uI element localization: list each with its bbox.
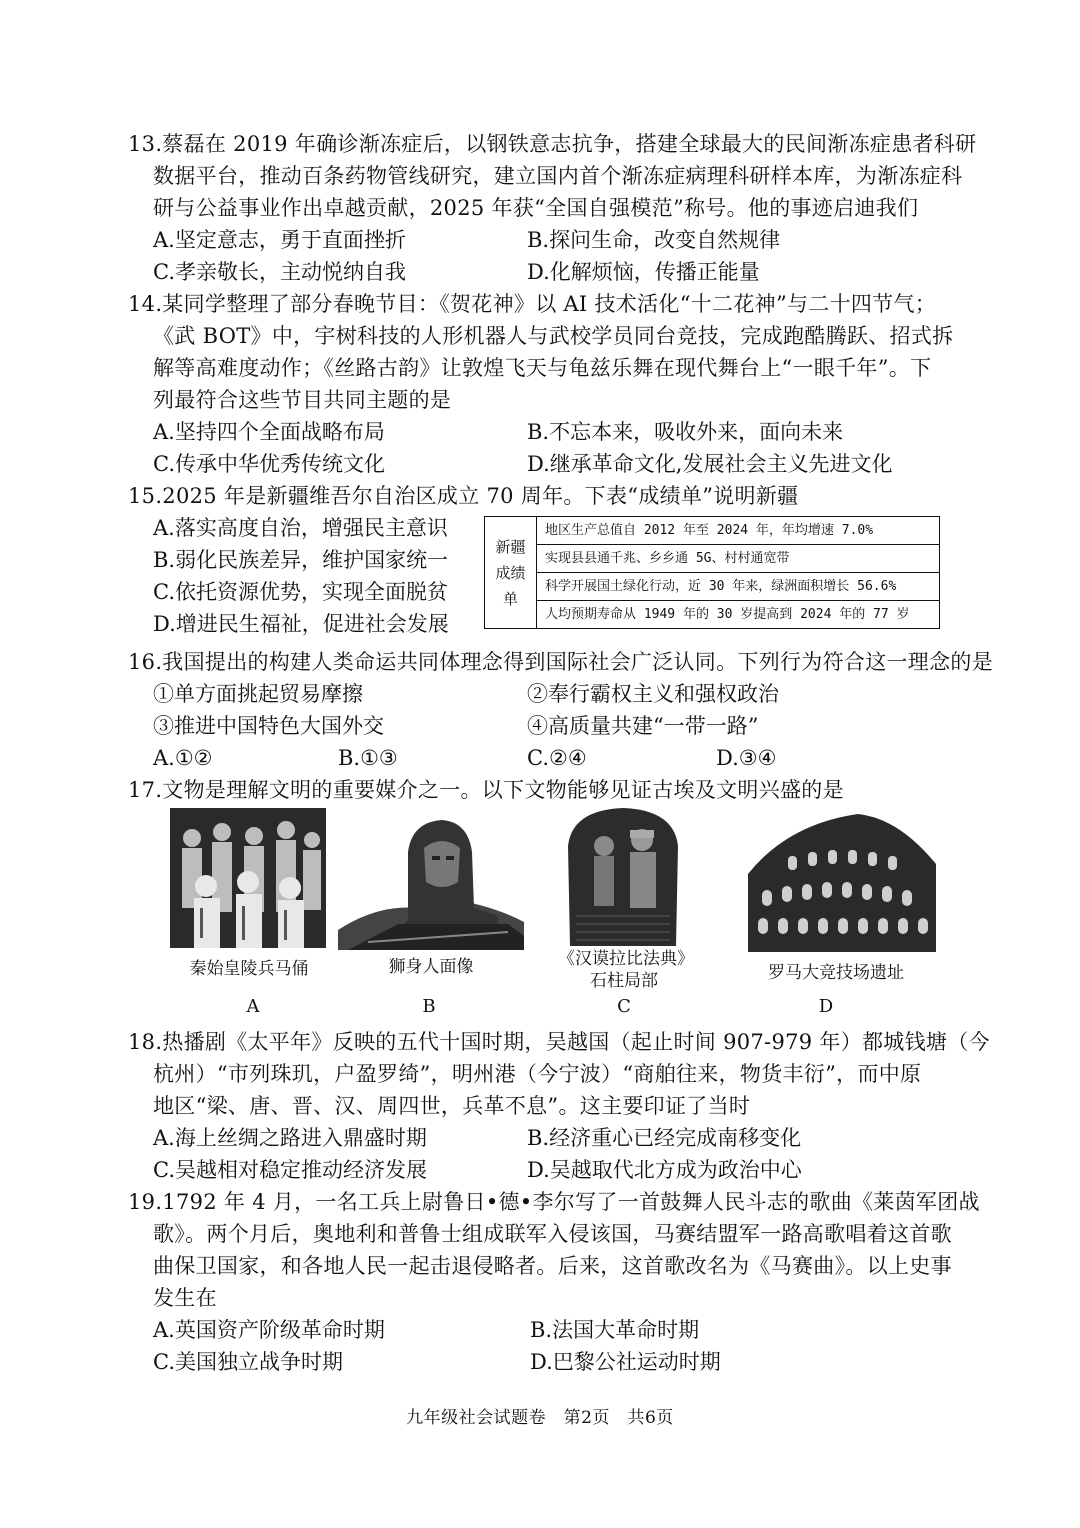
q13-option-b: B.探问生命，改变自然规律 bbox=[527, 228, 781, 252]
q13-option-a: A.坚定意志，勇于直面挫折 bbox=[153, 228, 406, 252]
table-header-cell bbox=[485, 517, 537, 628]
q13-stem-line-3: 研与公益事业作出卓越贡献，2025 年获“全国自强模范”称号。他的事迹启迪我们 bbox=[153, 196, 919, 220]
q13-stem-line-2: 数据平台，推动百条药物管线研究，建立国内首个渐冻症病理科研样本库，为渐冻症科 bbox=[153, 164, 963, 188]
q19-option-a: A.英国资产阶级革命时期 bbox=[153, 1318, 385, 1342]
caption-c-line-1: 《汉谟拉比法典》 bbox=[558, 949, 694, 969]
table-row: 人均预期寿命从 1949 年的 30 岁提高到 2024 年的 77 岁 bbox=[545, 607, 910, 622]
caption-b: 狮身人面像 bbox=[388, 957, 474, 977]
page-footer: 九年级社会试题卷 第2页 共6页 bbox=[406, 1408, 674, 1428]
caption-c-line-2: 石柱局部 bbox=[590, 971, 658, 991]
sphinx-image bbox=[338, 812, 524, 950]
q15-stem: 15.2025 年是新疆维吾尔自治区成立 70 周年。下表“成绩单”说明新疆 bbox=[128, 484, 799, 508]
table-row: 地区生产总值自 2012 年至 2024 年，年均增速 7.0% bbox=[537, 517, 939, 545]
q16-item-2: ②奉行霸权主义和强权政治 bbox=[527, 682, 779, 706]
q18-stem-line-1: 18.热播剧《太平年》反映的五代十国时期，吴越国（起止时间 907-979 年）都城钱塘（今 bbox=[128, 1030, 990, 1054]
q15-option-b: B.弱化民族差异，维护国家统一 bbox=[153, 548, 449, 572]
q16-option-d: D.③④ bbox=[716, 746, 777, 770]
table-row: 科学开展国土绿化行动，近 30 年来，绿洲面积增长 56.6% bbox=[537, 573, 939, 601]
q13-option-c: C.孝亲敬长，主动悦纳自我 bbox=[153, 260, 406, 284]
table-header-line-1: 新疆 bbox=[495, 537, 526, 556]
q19-option-b: B.法国大革命时期 bbox=[530, 1318, 700, 1342]
colosseum-image bbox=[748, 814, 936, 952]
q15-option-c: C.依托资源优势，实现全面脱贫 bbox=[153, 580, 448, 604]
q14-option-a: A.坚持四个全面战略布局 bbox=[153, 420, 385, 444]
q13-option-d: D.化解烦恼，传播正能量 bbox=[527, 260, 760, 284]
q16-option-a: A.①② bbox=[153, 746, 213, 770]
q16-option-c: C.②④ bbox=[527, 746, 587, 770]
caption-d: 罗马大竞技场遗址 bbox=[768, 963, 904, 983]
q17-option-a: A bbox=[246, 996, 260, 1017]
q18-option-b: B.经济重心已经完成南移变化 bbox=[527, 1126, 802, 1150]
xinjiang-scorecard-table bbox=[484, 516, 940, 629]
q19-stem-line-1: 19.1792 年 4 月，一名工兵上尉鲁日•德•李尔写了一首鼓舞人民斗志的歌曲《莱茵军团战 bbox=[128, 1190, 980, 1214]
q18-option-d: D.吴越取代北方成为政治中心 bbox=[527, 1158, 802, 1182]
caption-a: 秦始皇陵兵马俑 bbox=[189, 959, 309, 979]
q16-item-4: ④高质量共建“一带一路” bbox=[527, 714, 759, 738]
terracotta-warriors-image bbox=[170, 808, 326, 948]
q16-stem: 16.我国提出的构建人类命运共同体理念得到国际社会广泛认同。下列行为符合这一理念的是 bbox=[128, 650, 993, 674]
q16-item-1: ①单方面挑起贸易摩擦 bbox=[153, 682, 363, 706]
q13-stem-line-1: 13.蔡磊在 2019 年确诊渐冻症后，以钢铁意志抗争，搭建全球最大的民间渐冻症患者科研 bbox=[128, 132, 977, 156]
q14-stem-line-1: 14.某同学整理了部分春晚节目：《贺花神》以 AI 技术活化“十二花神”与二十四节气； bbox=[128, 292, 937, 316]
table-row: 实现县县通千兆、乡乡通 5G、村村通宽带 bbox=[537, 545, 939, 573]
q14-stem-line-3: 解等高难度动作；《丝路古韵》让敦煌飞天与龟兹乐舞在现代舞台上“一眼千年”。下 bbox=[153, 356, 932, 380]
q18-option-a: A.海上丝绸之路进入鼎盛时期 bbox=[153, 1126, 427, 1150]
q19-stem-line-2: 歌》。两个月后，奥地利和普鲁士组成联军入侵该国，马赛结盟军一路高歌唱着这首歌 bbox=[153, 1222, 952, 1246]
q17-option-b: B bbox=[422, 996, 436, 1017]
q19-option-d: D.巴黎公社运动时期 bbox=[530, 1350, 721, 1374]
q14-stem-line-2: 《武 BOT》中，宇树科技的人形机器人与武校学员同台竞技，完成跑酷腾跃、招式拆 bbox=[153, 324, 954, 348]
q14-option-b: B.不忘本来，吸收外来，面向未来 bbox=[527, 420, 844, 444]
q18-option-c: C.吴越相对稳定推动经济发展 bbox=[153, 1158, 427, 1182]
q16-item-3: ③推进中国特色大国外交 bbox=[153, 714, 384, 738]
q18-stem-line-2: 杭州）“市列珠玑，户盈罗绮”，明州港（今宁波）“商舶往来，物货丰衍”，而中原 bbox=[153, 1062, 922, 1086]
q14-option-d: D.继承革命文化,发展社会主义先进文化 bbox=[527, 452, 893, 476]
q16-option-b: B.①③ bbox=[338, 746, 398, 770]
q18-stem-line-3: 地区“梁、唐、晋、汉、周四世，兵革不息”。这主要印证了当时 bbox=[153, 1094, 751, 1118]
table-header-line-2: 成绩 bbox=[495, 563, 526, 582]
q14-option-c: C.传承中华优秀传统文化 bbox=[153, 452, 385, 476]
q19-stem-line-3: 曲保卫国家，和各地人民一起击退侵略者。后来，这首歌改名为《马赛曲》。以上史事 bbox=[153, 1254, 952, 1278]
q17-option-c: C bbox=[617, 996, 631, 1017]
hammurabi-stele-image bbox=[562, 806, 684, 946]
q19-stem-line-4: 发生在 bbox=[153, 1286, 217, 1310]
q15-option-d: D.增进民生福祉，促进社会发展 bbox=[153, 612, 449, 636]
q14-stem-line-4: 列最符合这些节目共同主题的是 bbox=[153, 388, 452, 412]
q17-stem: 17.文物是理解文明的重要媒介之一。以下文物能够见证古埃及文明兴盛的是 bbox=[128, 778, 844, 802]
table-header-line-3: 单 bbox=[502, 589, 518, 608]
q17-option-d: D bbox=[818, 996, 834, 1017]
q19-option-c: C.美国独立战争时期 bbox=[153, 1350, 343, 1374]
q15-option-a: A.落实高度自治，增强民主意识 bbox=[153, 516, 448, 540]
